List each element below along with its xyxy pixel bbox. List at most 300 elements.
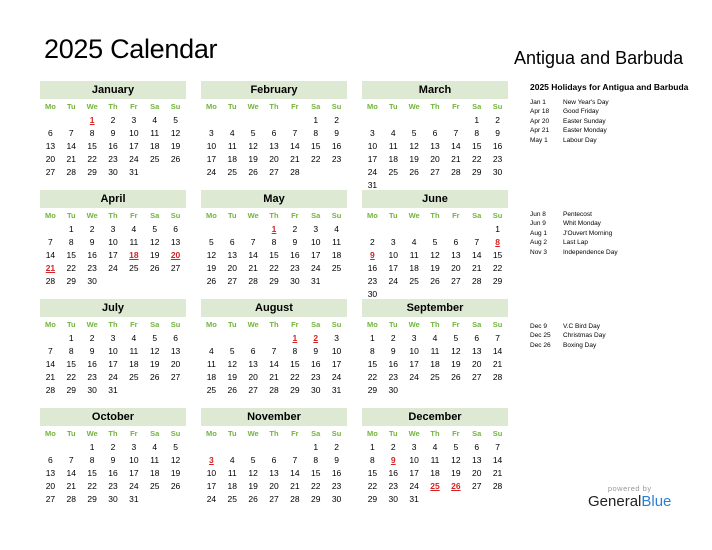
day-cell: 15 bbox=[310, 468, 321, 478]
brand-logo bbox=[588, 484, 671, 510]
day-cell: 22 bbox=[471, 154, 482, 164]
weekday-label: Th bbox=[108, 102, 118, 111]
day-cell: 28 bbox=[492, 372, 503, 382]
holiday-day: 1 bbox=[292, 333, 298, 343]
holiday-item bbox=[530, 107, 700, 116]
holiday-name: Independence Day bbox=[563, 248, 618, 256]
month-header: July bbox=[40, 299, 186, 317]
day-cell: 10 bbox=[367, 141, 378, 151]
day-cell: 15 bbox=[471, 141, 482, 151]
day-cell: 24 bbox=[310, 263, 321, 273]
day-cell: 28 bbox=[290, 494, 300, 504]
day-cell: 6 bbox=[453, 237, 459, 247]
month-june bbox=[362, 190, 508, 301]
empty-day-cell bbox=[362, 114, 383, 127]
day-cell: 29 bbox=[471, 167, 482, 177]
day-grid bbox=[201, 114, 347, 179]
day-cell: 21 bbox=[66, 154, 76, 164]
holiday-item bbox=[530, 238, 700, 247]
day-cell: 26 bbox=[170, 481, 181, 491]
weekday-label: We bbox=[247, 211, 259, 220]
day-cell: 2 bbox=[390, 442, 396, 452]
holiday-group bbox=[530, 322, 700, 350]
month-header: December bbox=[362, 408, 508, 426]
weekday-label: Tu bbox=[66, 211, 76, 220]
day-cell: 24 bbox=[129, 481, 139, 491]
day-cell: 24 bbox=[388, 276, 398, 286]
day-cell: 7 bbox=[250, 237, 256, 247]
day-cell: 1 bbox=[474, 115, 480, 125]
weekday-label: Mo bbox=[45, 320, 56, 329]
day-cell: 21 bbox=[290, 481, 300, 491]
day-cell: 23 bbox=[310, 372, 321, 382]
day-cell: 5 bbox=[250, 128, 256, 138]
weekday-label: Fr bbox=[130, 102, 138, 111]
day-cell: 21 bbox=[471, 263, 482, 273]
day-cell: 10 bbox=[206, 141, 217, 151]
weekday-label: Mo bbox=[45, 429, 56, 438]
empty-day-cell bbox=[284, 441, 305, 454]
day-cell: 10 bbox=[310, 237, 321, 247]
day-cell: 30 bbox=[87, 385, 97, 395]
day-cell: 2 bbox=[89, 224, 95, 234]
day-cell: 20 bbox=[269, 154, 279, 164]
day-cell: 3 bbox=[110, 333, 116, 343]
day-cell: 6 bbox=[474, 442, 480, 452]
day-cell: 8 bbox=[474, 128, 480, 138]
month-header: August bbox=[201, 299, 347, 317]
day-cell: 27 bbox=[430, 167, 440, 177]
empty-day-cell bbox=[264, 114, 285, 127]
day-cell: 9 bbox=[89, 237, 95, 247]
holiday-item bbox=[530, 219, 700, 228]
weekday-label: Su bbox=[492, 429, 503, 438]
day-cell: 15 bbox=[66, 250, 76, 260]
day-cell: 16 bbox=[87, 250, 97, 260]
day-cell: 8 bbox=[313, 128, 319, 138]
day-cell: 28 bbox=[269, 385, 279, 395]
day-cell: 22 bbox=[290, 372, 300, 382]
day-cell: 25 bbox=[227, 167, 237, 177]
day-cell: 21 bbox=[269, 372, 279, 382]
day-cell: 14 bbox=[471, 250, 482, 260]
holiday-name: J'Ouvert Morning bbox=[563, 229, 613, 237]
day-cell: 15 bbox=[367, 359, 378, 369]
day-cell: 9 bbox=[334, 128, 339, 138]
day-cell: 19 bbox=[451, 359, 461, 369]
weekday-label: We bbox=[408, 429, 420, 438]
weekday-label: Th bbox=[430, 320, 440, 329]
day-cell: 26 bbox=[430, 276, 440, 286]
day-cell: 25 bbox=[409, 276, 419, 286]
day-cell: 10 bbox=[409, 346, 419, 356]
day-cell: 10 bbox=[129, 455, 139, 465]
month-april bbox=[40, 190, 186, 288]
day-cell: 12 bbox=[451, 455, 461, 465]
month-header: April bbox=[40, 190, 186, 208]
weekday-label: We bbox=[247, 429, 259, 438]
empty-day-cell bbox=[222, 332, 243, 345]
day-cell: 26 bbox=[149, 263, 160, 273]
day-cell: 28 bbox=[248, 276, 258, 286]
weekday-label: Th bbox=[108, 429, 118, 438]
day-cell: 28 bbox=[45, 276, 56, 286]
day-cell: 20 bbox=[248, 372, 258, 382]
day-grid bbox=[201, 332, 347, 397]
day-cell: 12 bbox=[451, 346, 461, 356]
day-cell: 8 bbox=[89, 455, 95, 465]
day-cell: 21 bbox=[492, 468, 503, 478]
day-cell: 20 bbox=[269, 481, 279, 491]
day-cell: 27 bbox=[471, 372, 482, 382]
weekday-label: We bbox=[408, 102, 420, 111]
holiday-item bbox=[530, 331, 700, 340]
weekday-label: Fr bbox=[452, 102, 460, 111]
empty-day-cell bbox=[264, 441, 285, 454]
day-cell: 30 bbox=[108, 494, 118, 504]
holiday-name: Easter Sunday bbox=[563, 117, 606, 125]
weekday-label: We bbox=[86, 102, 98, 111]
day-cell: 28 bbox=[45, 385, 56, 395]
day-cell: 11 bbox=[430, 346, 440, 356]
day-cell: 31 bbox=[129, 167, 139, 177]
day-cell: 12 bbox=[206, 250, 217, 260]
holiday-day: 21 bbox=[45, 263, 56, 273]
day-grid bbox=[362, 223, 508, 301]
day-cell: 26 bbox=[206, 276, 217, 286]
month-header: February bbox=[201, 81, 347, 99]
day-cell: 19 bbox=[430, 263, 440, 273]
day-cell: 24 bbox=[129, 154, 139, 164]
day-cell: 29 bbox=[367, 385, 378, 395]
day-cell: 3 bbox=[390, 237, 396, 247]
weekday-label: Th bbox=[108, 211, 118, 220]
weekday-label: Fr bbox=[452, 320, 460, 329]
weekday-label: Su bbox=[331, 320, 342, 329]
day-cell: 5 bbox=[411, 128, 417, 138]
day-cell: 1 bbox=[68, 224, 74, 234]
weekday-label: Su bbox=[492, 211, 503, 220]
holiday-name: New Year's Day bbox=[563, 99, 609, 106]
day-cell: 21 bbox=[290, 154, 300, 164]
day-cell: 25 bbox=[227, 494, 237, 504]
empty-day-cell bbox=[383, 114, 404, 127]
day-cell: 6 bbox=[229, 237, 235, 247]
holiday-name: Good Friday bbox=[563, 108, 599, 116]
day-cell: 15 bbox=[87, 468, 97, 478]
day-cell: 28 bbox=[492, 481, 503, 491]
day-cell: 22 bbox=[492, 263, 503, 273]
day-cell: 24 bbox=[206, 494, 217, 504]
day-cell: 2 bbox=[292, 224, 298, 234]
empty-day-cell bbox=[243, 441, 264, 454]
day-cell: 9 bbox=[110, 128, 116, 138]
day-cell: 2 bbox=[334, 115, 339, 125]
day-cell: 31 bbox=[129, 494, 139, 504]
day-cell: 13 bbox=[269, 468, 279, 478]
weekday-label: Su bbox=[492, 102, 503, 111]
day-cell: 23 bbox=[290, 263, 300, 273]
day-cell: 8 bbox=[271, 237, 277, 247]
day-cell: 19 bbox=[206, 263, 217, 273]
day-cell: 27 bbox=[269, 167, 279, 177]
day-cell: 15 bbox=[87, 141, 97, 151]
weekday-label: Sa bbox=[311, 211, 321, 220]
day-cell: 20 bbox=[471, 468, 482, 478]
weekday-label: Fr bbox=[291, 102, 299, 111]
day-cell: 5 bbox=[453, 333, 459, 343]
weekday-label: Mo bbox=[206, 320, 217, 329]
day-cell: 28 bbox=[66, 167, 76, 177]
holiday-day: 8 bbox=[495, 237, 500, 247]
day-cell: 13 bbox=[170, 237, 181, 247]
day-cell: 27 bbox=[471, 481, 482, 491]
holiday-item bbox=[530, 126, 700, 135]
day-cell: 29 bbox=[492, 276, 503, 286]
weekday-label: Su bbox=[170, 320, 181, 329]
day-cell: 24 bbox=[409, 372, 419, 382]
day-cell: 3 bbox=[110, 224, 116, 234]
powered-by-text: powered by bbox=[607, 484, 652, 493]
day-cell: 11 bbox=[227, 141, 237, 151]
day-cell: 23 bbox=[108, 481, 118, 491]
day-cell: 14 bbox=[45, 359, 56, 369]
day-cell: 8 bbox=[68, 237, 74, 247]
empty-day-cell bbox=[222, 223, 243, 236]
day-cell: 6 bbox=[432, 128, 438, 138]
weekday-label: We bbox=[408, 320, 420, 329]
holiday-name: Last Lap bbox=[563, 239, 588, 247]
month-november bbox=[201, 408, 347, 506]
day-cell: 2 bbox=[110, 115, 116, 125]
day-cell: 1 bbox=[313, 115, 319, 125]
day-cell: 27 bbox=[170, 263, 181, 273]
day-cell: 4 bbox=[432, 333, 438, 343]
holiday-name: Boxing Day bbox=[563, 341, 597, 349]
day-cell: 13 bbox=[471, 455, 482, 465]
day-cell: 16 bbox=[331, 468, 342, 478]
holiday-date: Nov 3 bbox=[530, 248, 547, 256]
day-cell: 12 bbox=[409, 141, 419, 151]
day-grid bbox=[40, 223, 186, 288]
day-cell: 11 bbox=[332, 237, 341, 247]
day-cell: 13 bbox=[170, 346, 181, 356]
brand-name bbox=[588, 493, 671, 510]
day-cell: 13 bbox=[269, 141, 279, 151]
day-cell: 23 bbox=[87, 263, 97, 273]
day-cell: 7 bbox=[68, 455, 74, 465]
day-cell: 13 bbox=[451, 250, 461, 260]
month-august bbox=[201, 299, 347, 397]
month-header: June bbox=[362, 190, 508, 208]
day-cell: 13 bbox=[45, 141, 56, 151]
day-cell: 20 bbox=[227, 263, 237, 273]
day-cell: 29 bbox=[87, 494, 97, 504]
day-cell: 3 bbox=[209, 128, 214, 138]
day-cell: 14 bbox=[290, 141, 300, 151]
day-cell: 3 bbox=[131, 442, 137, 452]
day-cell: 5 bbox=[152, 333, 158, 343]
month-december bbox=[362, 408, 508, 506]
holiday-day: 26 bbox=[451, 481, 461, 491]
day-cell: 25 bbox=[388, 167, 398, 177]
day-cell: 24 bbox=[331, 372, 342, 382]
weekday-label: Tu bbox=[388, 429, 398, 438]
day-cell: 22 bbox=[310, 481, 321, 491]
weekday-label: We bbox=[86, 211, 98, 220]
month-header: November bbox=[201, 408, 347, 426]
day-cell: 12 bbox=[149, 346, 160, 356]
weekday-row bbox=[362, 210, 508, 222]
day-cell: 8 bbox=[370, 455, 375, 465]
weekday-label: Sa bbox=[150, 429, 160, 438]
holiday-group bbox=[530, 210, 700, 257]
day-cell: 2 bbox=[110, 442, 116, 452]
empty-day-cell bbox=[222, 441, 243, 454]
holiday-day: 9 bbox=[390, 455, 396, 465]
day-cell: 17 bbox=[129, 468, 139, 478]
day-cell: 4 bbox=[229, 455, 235, 465]
empty-day-cell bbox=[466, 223, 487, 236]
day-cell: 29 bbox=[66, 385, 76, 395]
day-cell: 15 bbox=[290, 359, 300, 369]
holidays-title: 2025 Holidays for Antigua and Barbuda bbox=[530, 82, 689, 92]
day-cell: 25 bbox=[149, 154, 160, 164]
day-cell: 23 bbox=[388, 481, 398, 491]
holiday-date: Apr 18 bbox=[530, 108, 550, 116]
day-cell: 31 bbox=[108, 385, 118, 395]
day-cell: 4 bbox=[131, 333, 137, 343]
day-cell: 26 bbox=[248, 494, 258, 504]
holiday-group bbox=[530, 98, 700, 145]
holiday-date: Jun 9 bbox=[530, 220, 546, 228]
weekday-label: Fr bbox=[291, 211, 299, 220]
weekday-label: Mo bbox=[367, 320, 378, 329]
day-cell: 9 bbox=[390, 346, 396, 356]
day-cell: 19 bbox=[170, 141, 181, 151]
day-cell: 20 bbox=[451, 263, 461, 273]
day-cell: 19 bbox=[149, 359, 160, 369]
day-cell: 8 bbox=[68, 346, 74, 356]
day-cell: 19 bbox=[170, 468, 181, 478]
day-cell: 26 bbox=[170, 154, 181, 164]
day-cell: 11 bbox=[129, 346, 139, 356]
day-cell: 5 bbox=[173, 115, 178, 125]
day-grid bbox=[362, 114, 508, 192]
day-cell: 27 bbox=[227, 276, 237, 286]
weekday-label: Fr bbox=[130, 320, 138, 329]
holiday-item bbox=[530, 322, 700, 331]
day-cell: 4 bbox=[334, 224, 339, 234]
month-may bbox=[201, 190, 347, 288]
day-cell: 19 bbox=[227, 372, 237, 382]
day-cell: 14 bbox=[290, 468, 300, 478]
day-cell: 23 bbox=[331, 154, 342, 164]
day-cell: 26 bbox=[409, 167, 419, 177]
day-cell: 17 bbox=[108, 359, 118, 369]
day-cell: 17 bbox=[129, 141, 139, 151]
day-cell: 28 bbox=[66, 494, 76, 504]
holiday-date: Dec 25 bbox=[530, 332, 551, 340]
day-cell: 5 bbox=[250, 455, 256, 465]
holiday-day: 2 bbox=[313, 333, 319, 343]
day-cell: 27 bbox=[269, 494, 279, 504]
weekday-label: Fr bbox=[291, 320, 299, 329]
day-cell: 22 bbox=[66, 372, 76, 382]
day-cell: 7 bbox=[292, 455, 298, 465]
day-cell: 9 bbox=[495, 128, 500, 138]
day-cell: 2 bbox=[334, 442, 339, 452]
day-cell: 23 bbox=[108, 154, 118, 164]
weekday-label: Fr bbox=[291, 429, 299, 438]
day-cell: 15 bbox=[310, 141, 321, 151]
day-cell: 17 bbox=[409, 359, 419, 369]
day-cell: 10 bbox=[206, 468, 217, 478]
day-cell: 21 bbox=[451, 154, 461, 164]
weekday-label: We bbox=[247, 320, 259, 329]
day-cell: 14 bbox=[66, 468, 76, 478]
day-cell: 30 bbox=[310, 385, 321, 395]
day-cell: 29 bbox=[66, 276, 76, 286]
holiday-date: Jun 8 bbox=[530, 211, 546, 218]
weekday-label: Sa bbox=[311, 429, 321, 438]
day-cell: 16 bbox=[331, 141, 342, 151]
holiday-item bbox=[530, 117, 700, 126]
holiday-item bbox=[530, 248, 700, 257]
day-cell: 3 bbox=[313, 224, 319, 234]
day-cell: 17 bbox=[409, 468, 419, 478]
day-cell: 13 bbox=[45, 468, 56, 478]
weekday-label: Mo bbox=[367, 211, 378, 220]
month-july bbox=[40, 299, 186, 397]
day-cell: 29 bbox=[87, 167, 97, 177]
day-cell: 27 bbox=[45, 494, 56, 504]
day-cell: 25 bbox=[430, 372, 440, 382]
weekday-row bbox=[201, 319, 347, 331]
day-cell: 7 bbox=[48, 346, 53, 356]
weekday-label: Mo bbox=[206, 211, 217, 220]
day-cell: 14 bbox=[66, 141, 76, 151]
day-cell: 12 bbox=[170, 128, 181, 138]
country-name: Antigua and Barbuda bbox=[514, 48, 684, 68]
empty-day-cell bbox=[264, 332, 285, 345]
day-cell: 7 bbox=[48, 237, 53, 247]
day-cell: 4 bbox=[229, 128, 235, 138]
day-cell: 12 bbox=[430, 250, 440, 260]
holiday-date: Aug 2 bbox=[530, 239, 547, 247]
day-cell: 3 bbox=[411, 333, 417, 343]
day-cell: 9 bbox=[334, 455, 339, 465]
holiday-day: 1 bbox=[271, 224, 277, 234]
day-cell: 4 bbox=[152, 442, 158, 452]
day-cell: 28 bbox=[471, 276, 482, 286]
day-cell: 5 bbox=[229, 346, 235, 356]
weekday-label: Sa bbox=[472, 211, 482, 220]
day-cell: 20 bbox=[430, 154, 440, 164]
empty-day-cell bbox=[445, 223, 466, 236]
empty-day-cell bbox=[201, 441, 222, 454]
day-cell: 17 bbox=[108, 250, 118, 260]
day-cell: 26 bbox=[149, 372, 160, 382]
day-cell: 14 bbox=[492, 455, 503, 465]
empty-day-cell bbox=[201, 332, 222, 345]
day-cell: 12 bbox=[170, 455, 181, 465]
holiday-date: Dec 26 bbox=[530, 341, 551, 349]
empty-day-cell bbox=[243, 114, 264, 127]
holiday-date: Aug 1 bbox=[530, 229, 547, 237]
day-cell: 17 bbox=[367, 154, 378, 164]
day-cell: 7 bbox=[292, 128, 298, 138]
